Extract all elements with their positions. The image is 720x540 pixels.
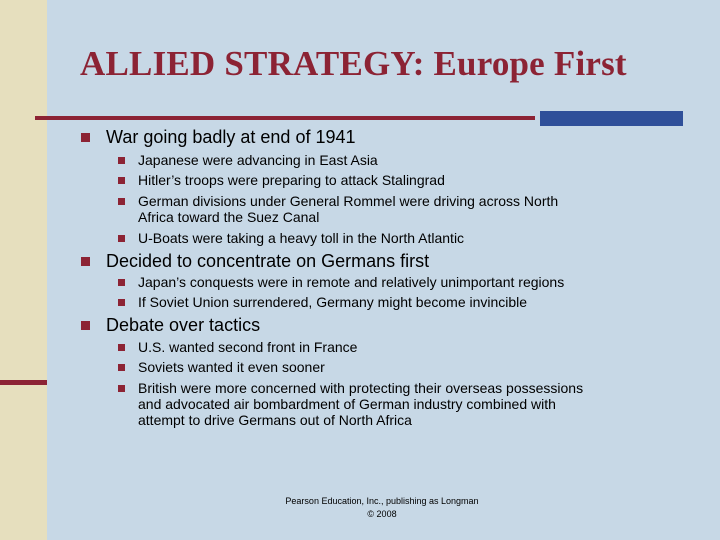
section-heading: Decided to concentrate on Germans first [106, 251, 430, 271]
square-bullet-icon [118, 279, 125, 286]
list-item-line: U-Boats were taking a heavy toll in the North Atlantic [138, 230, 465, 246]
list-item-line: German divisions under General Rommel were driving across North [138, 193, 559, 209]
square-bullet-icon [81, 257, 90, 266]
square-bullet-icon [118, 177, 125, 184]
square-bullet-icon [118, 344, 125, 351]
footer [262, 495, 502, 521]
square-bullet-icon [118, 299, 125, 306]
square-bullet-icon [118, 364, 125, 371]
square-bullet-icon [81, 321, 90, 330]
footer-publisher: Pearson Education, Inc., publishing as Longman [285, 496, 479, 506]
list-item-line: and advocated air bombardment of German industry combined with [138, 396, 556, 412]
list-item-line: Japanese were advancing in East Asia [138, 152, 378, 168]
list-item-line: Hitler’s troops were preparing to attack Stalingrad [138, 172, 445, 188]
list-item [138, 294, 698, 310]
section-heading: War going badly at end of 1941 [106, 127, 356, 147]
list-item [138, 172, 698, 188]
list-item-line: Soviets wanted it even sooner [138, 359, 325, 375]
list-item-line: Africa toward the Suez Canal [138, 209, 320, 225]
list-item [138, 359, 698, 375]
footer-copyright: © 2008 [367, 509, 397, 519]
list-item-line: If Soviet Union surrendered, Germany might become invincible [138, 294, 528, 310]
square-bullet-icon [118, 385, 125, 392]
section-heading: Debate over tactics [106, 315, 261, 335]
square-bullet-icon [118, 157, 125, 164]
slide-title: ALLIED STRATEGY: Europe First [80, 44, 627, 83]
list-item [138, 339, 698, 355]
square-bullet-icon [118, 198, 125, 205]
list-item [138, 152, 698, 168]
list-item [138, 380, 698, 428]
list-item [138, 193, 698, 225]
list-item-line: British were more concerned with protecting their overseas possessions [138, 380, 584, 396]
list-item-line: attempt to drive Germans out of North Africa [138, 412, 412, 428]
list-item-line: U.S. wanted second front in France [138, 339, 358, 355]
square-bullet-icon [81, 133, 90, 142]
list-item [138, 274, 698, 290]
list-item-line: Japan’s conquests were in remote and relatively unimportant regions [138, 274, 565, 290]
list-item [138, 230, 698, 246]
square-bullet-icon [118, 235, 125, 242]
